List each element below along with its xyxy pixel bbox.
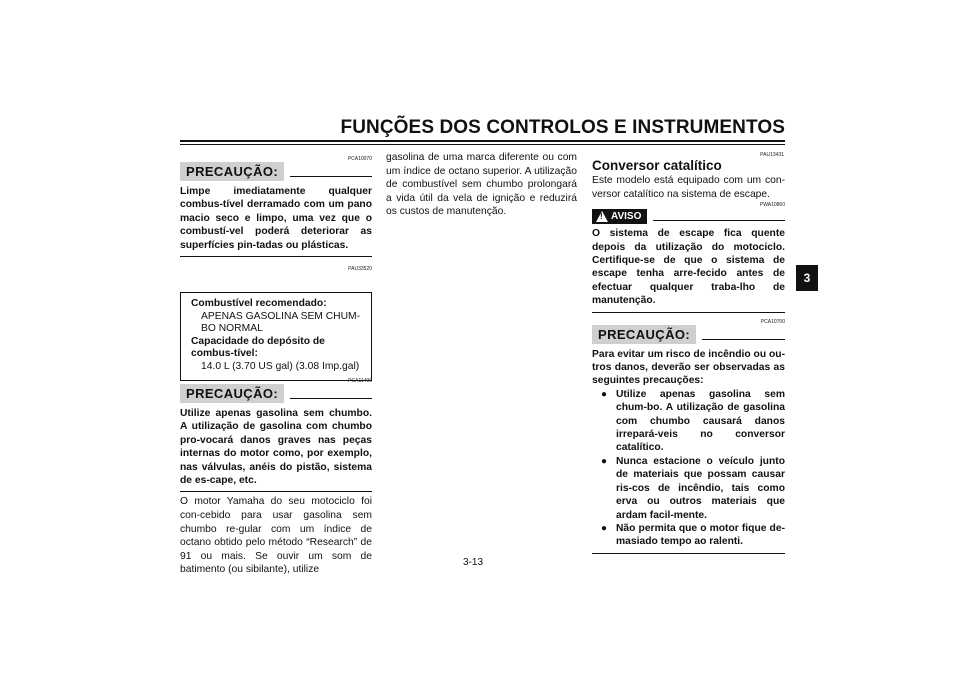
- section-title: Conversor catalítico: [592, 158, 722, 173]
- warning-triangle-icon: !: [596, 211, 608, 222]
- ref-code: PCA11400: [348, 378, 372, 384]
- list-item: [592, 388, 785, 455]
- list-item: [592, 455, 785, 522]
- page-number: 3-13: [463, 557, 484, 568]
- divider: [592, 312, 785, 313]
- spec-box: [180, 292, 372, 381]
- divider: [180, 491, 372, 492]
- divider: [702, 339, 785, 340]
- caution-list: [592, 388, 785, 549]
- caution-text: Limpe imediatamente qualquer combus-tível derramado com um pano macio seco e limpo, uma vez que o combustí-vel poderá deteriorar as superfícies pin-tadas ou plásticas.: [180, 186, 372, 251]
- bullet-icon: ●: [601, 455, 608, 467]
- warning-label: [592, 209, 647, 224]
- body-paragraph-continued: gasolina de uma marca diferente ou com um índice de octano superior. A utilização de combustível sem chumbo prolongará a vida útil da vela de ignição e reduzirá os custos de manutenção.: [386, 152, 577, 218]
- list-item-text: Nunca estacione o veículo junto de materiais que possam causar ris-cos de incêndio, tais como erva ou outros materiais que ardam facil-mente.: [616, 455, 785, 521]
- spec-capacity-label: Capacidade do depósito de combus-tível:: [191, 335, 325, 360]
- ref-code: PAU13431: [760, 152, 784, 158]
- ref-code: PAU33520: [348, 266, 372, 272]
- spec-capacity-value: 14.0 L (3.70 US gal) (3.08 Imp.gal): [201, 360, 360, 372]
- list-item-text: Utilize apenas gasolina sem chum-bo. A utilização de gasolina com chumbo causará danos irrepará-veis no conversor catalítico.: [616, 388, 785, 454]
- page-header-title: FUNÇÕES DOS CONTROLOS E INSTRUMENTOS: [340, 117, 785, 138]
- divider: [653, 220, 785, 221]
- list-item-text: Não permita que o motor fique de-masiado tempo ao ralenti.: [616, 522, 785, 548]
- divider: [290, 176, 372, 177]
- bullet-icon: ●: [601, 522, 608, 534]
- divider: [290, 398, 372, 399]
- ref-code: PCA10070: [347, 156, 372, 162]
- list-item: [592, 522, 785, 549]
- caution-label: PRECAUÇÃO:: [180, 162, 284, 181]
- ref-code: PWA10860: [759, 202, 785, 209]
- header-rule-thin: [180, 144, 785, 145]
- section-intro: Este modelo está equipado com um con-versor catalítico na sistema de escape.: [592, 175, 785, 200]
- spec-fuel-value: APENAS GASOLINA SEM CHUM-BO NORMAL: [201, 310, 361, 335]
- caution-block-2: [180, 384, 372, 577]
- header-rule: [180, 140, 785, 142]
- divider: [592, 553, 785, 554]
- caution-label: PRECAUÇÃO:: [592, 325, 696, 344]
- catalytic-section: [592, 158, 785, 554]
- warning-text: O sistema de escape fica quente depois da utilização do motociclo. Certifique-se de que o sistema de escape tenha arre-fecido antes de efectuar qualquer traba-lho de manutenção.: [592, 228, 785, 307]
- body-paragraph: O motor Yamaha do seu motociclo foi con-cebido para usar gasolina sem chumbo re-gular com um índice de octano obtido pelo método “Research” de 91 ou mais. Se ouvir um som de batimento (ou sibilante), utilize: [180, 496, 372, 576]
- caution-text: Utilize apenas gasolina sem chumbo. A utilização de gasolina com chumbo pro-vocará danos graves nas peças internas do motor como, por exemplo, nas válvulas, anéis do pistão, sistema de es-cape, etc.: [180, 408, 372, 487]
- warning-label-text: AVISO: [611, 211, 642, 223]
- caution-intro: Para evitar um risco de incêndio ou ou-tros danos, deverão ser observadas as seguintes precauções:: [592, 348, 785, 387]
- caution-block-1: [180, 162, 372, 257]
- divider: [180, 256, 372, 257]
- spec-fuel-label: Combustível recomendado:: [191, 298, 327, 309]
- chapter-tab: 3: [796, 265, 818, 291]
- bullet-icon: ●: [601, 388, 608, 400]
- caution-label: PRECAUÇÃO:: [180, 384, 284, 403]
- ref-code: PCA10700: [760, 318, 785, 325]
